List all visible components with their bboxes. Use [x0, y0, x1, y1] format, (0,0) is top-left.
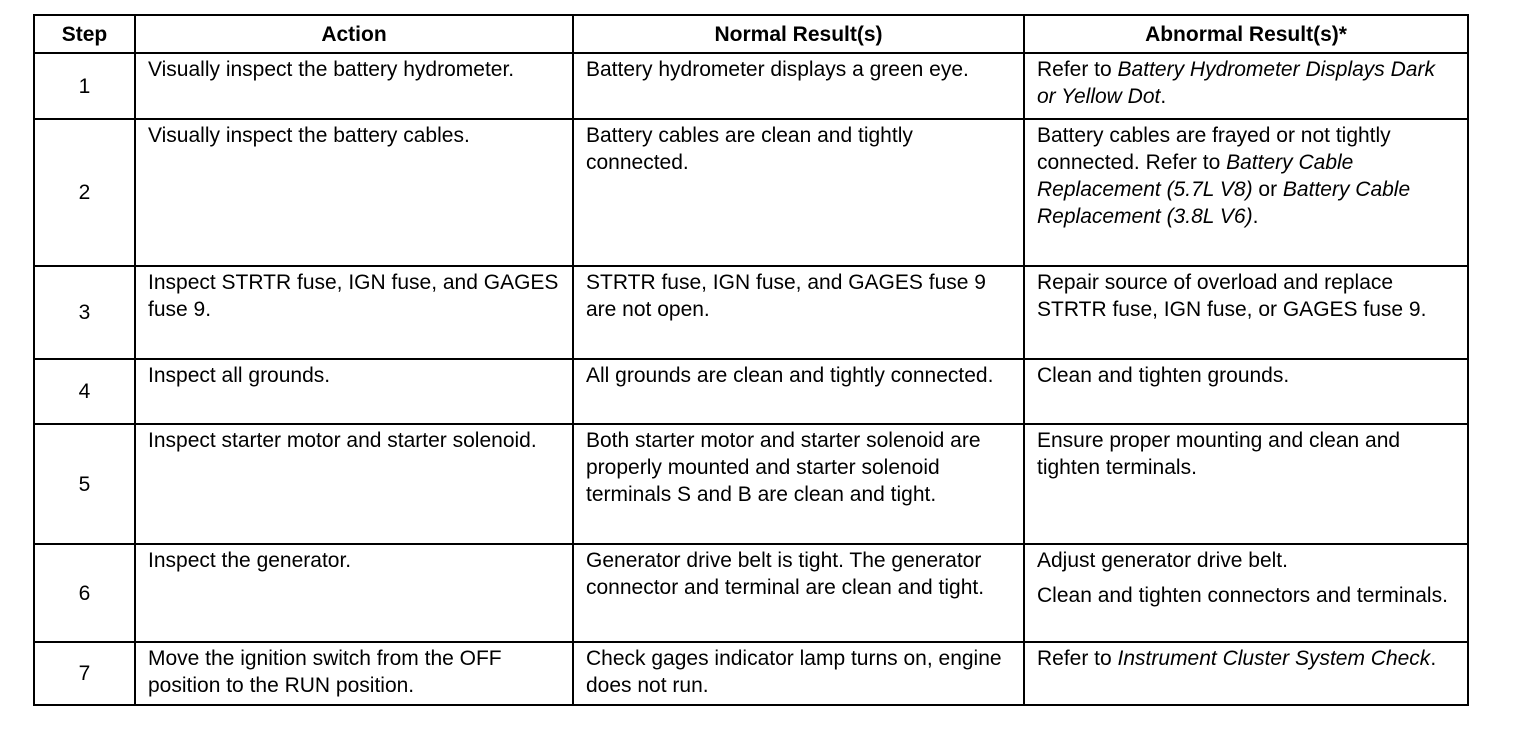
step-number: 1 [34, 53, 135, 119]
action-cell: Move the ignition switch from the OFF position to the RUN position. [135, 642, 573, 705]
normal-result-cell: Battery hydrometer displays a green eye. [573, 53, 1024, 119]
normal-result-cell: All grounds are clean and tightly connected. [573, 359, 1024, 424]
result-text: . [1252, 205, 1259, 228]
reference-link-text: Battery Cable Replacement (5.7L V8) [1037, 151, 1354, 201]
header-action: Action [135, 15, 573, 53]
result-text: Adjust generator drive belt. [1037, 549, 1288, 572]
table-row [34, 119, 1468, 266]
result-text: . [1430, 647, 1437, 670]
result-text: Refer to [1037, 58, 1118, 81]
abnormal-result-cell [1024, 424, 1468, 544]
table-row [34, 266, 1468, 359]
action-cell: Inspect the generator. [135, 544, 573, 642]
normal-result-cell: Both starter motor and starter solenoid are properly mounted and starter solenoid terminals S and B are clean and tight. [573, 424, 1024, 544]
normal-result-cell: Battery cables are clean and tightly connected. [573, 119, 1024, 266]
abnormal-result-cell [1024, 544, 1468, 642]
result-text: Refer to [1037, 647, 1118, 670]
header-row [34, 15, 1468, 53]
table-row [34, 642, 1468, 705]
table-header [34, 15, 1468, 53]
step-number: 3 [34, 266, 135, 359]
result-text: Repair source of overload and replace STRTR fuse, IGN fuse, or GAGES fuse 9. [1037, 271, 1427, 321]
action-cell: Visually inspect the battery cables. [135, 119, 573, 266]
action-cell: Inspect starter motor and starter solenoid. [135, 424, 573, 544]
result-text: Clean and tighten connectors and terminals. [1037, 584, 1448, 607]
result-text: . [1160, 85, 1167, 108]
table-row [34, 359, 1468, 424]
abnormal-result-cell [1024, 359, 1468, 424]
normal-result-cell: STRTR fuse, IGN fuse, and GAGES fuse 9 are not open. [573, 266, 1024, 359]
action-cell: Inspect all grounds. [135, 359, 573, 424]
step-number: 7 [34, 642, 135, 705]
result-text: Battery cables are frayed or not tightly connected. Refer to [1037, 124, 1391, 174]
normal-result-cell: Check gages indicator lamp turns on, engine does not run. [573, 642, 1024, 705]
abnormal-result-cell [1024, 53, 1468, 119]
abnormal-result-cell [1024, 266, 1468, 359]
step-number: 4 [34, 359, 135, 424]
table-body [34, 53, 1468, 705]
normal-result-cell: Generator drive belt is tight. The generator connector and terminal are clean and tight. [573, 544, 1024, 642]
step-number: 5 [34, 424, 135, 544]
table-row [34, 53, 1468, 119]
result-text: or [1252, 178, 1283, 201]
diagnostic-table [33, 14, 1469, 706]
action-cell: Inspect STRTR fuse, IGN fuse, and GAGES fuse 9. [135, 266, 573, 359]
reference-link-text: Instrument Cluster System Check [1117, 647, 1431, 670]
reference-link-text: Battery Hydrometer Displays Dark or Yellow Dot [1037, 58, 1435, 108]
table-row [34, 544, 1468, 642]
table-row [34, 424, 1468, 544]
step-number: 6 [34, 544, 135, 642]
abnormal-result-cell [1024, 119, 1468, 266]
result-text: Clean and tighten grounds. [1037, 364, 1290, 387]
action-cell: Visually inspect the battery hydrometer. [135, 53, 573, 119]
step-number: 2 [34, 119, 135, 266]
header-normal-results: Normal Result(s) [573, 15, 1024, 53]
header-step: Step [34, 15, 135, 53]
abnormal-result-cell [1024, 642, 1468, 705]
result-text: Ensure proper mounting and clean and tighten terminals. [1037, 429, 1401, 479]
reference-link-text: Battery Cable Replacement (3.8L V6) [1037, 178, 1411, 228]
header-abnormal-results: Abnormal Result(s)* [1024, 15, 1468, 53]
